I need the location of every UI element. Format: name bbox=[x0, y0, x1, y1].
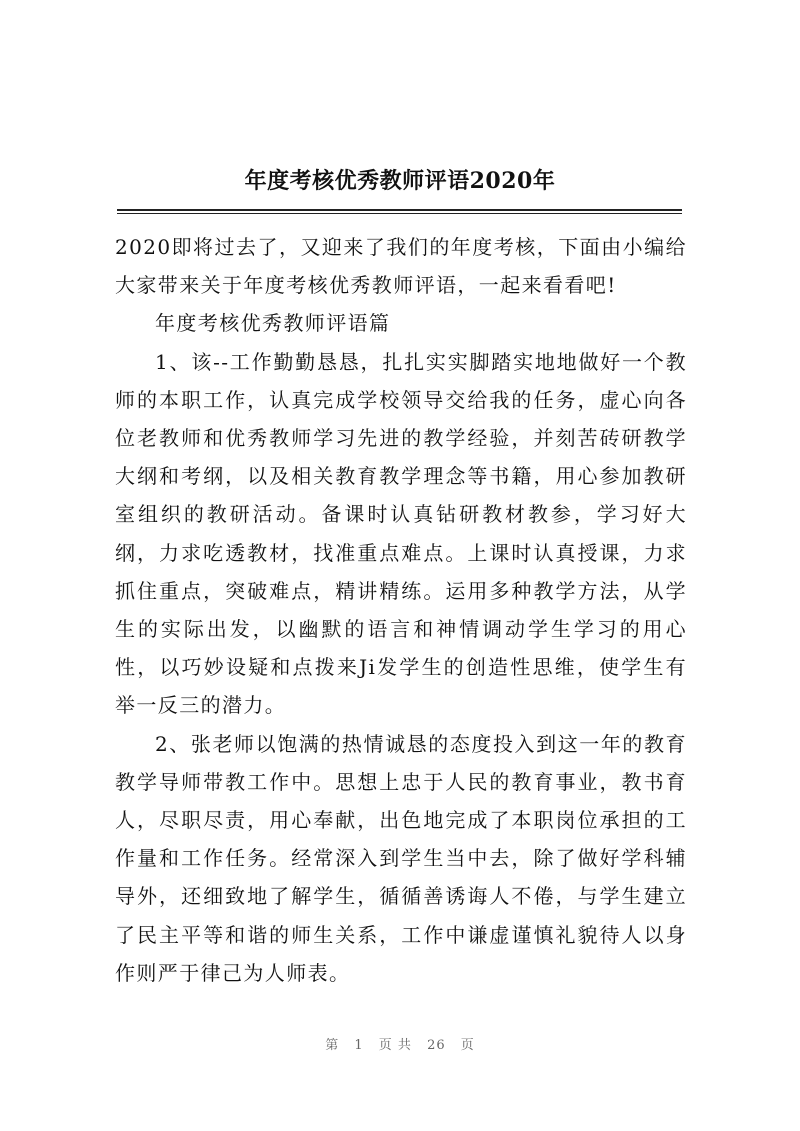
footer-label-of: 页 共 bbox=[378, 1038, 412, 1053]
title-rule-thin bbox=[117, 213, 682, 214]
footer-current-page: 1 bbox=[354, 1038, 364, 1053]
document-body bbox=[115, 228, 687, 992]
body-paragraph-1: 1、该--工作勤勤恳恳，扎扎实实脚踏实地地做好一个教师的本职工作，认真完成学校领导交给我的任务，虚心向各位老教师和优秀教师学习先进的教学经验，并刻苦砖研教学大纲和考纲，以及相关教育教学理念等书籍，用心参加教研室组织的教研活动。备课时认真钻研教材教参，学习好大纲，力求吃透教材，找准重点难点。上课时认真授课，力求抓住重点，突破难点，精讲精练。运用多种教学方法，从学生的实际出发，以幽默的语言和神情调动学生学习的用心性，以巧妙设疑和点拨来Ji发学生的创造性思维，使学生有举一反三的潜力。 bbox=[115, 349, 687, 718]
title-rule-thick bbox=[117, 209, 682, 211]
body-paragraph-2: 2、张老师以饱满的热情诚恳的态度投入到这一年的教育教学导师带教工作中。思想上忠于人民的教育事业，教书育人，尽职尽责，用心奉献，出色地完成了本职岗位承担的工作量和工作任务。经常深入到学生当中去，除了做好学科辅导外，还细致地了解学生，循循善诱诲人不倦，与学生建立了民主平等和谐的师生关系，工作中谦虚谨慎礼貌待人以身作则严于律己为人师表。 bbox=[115, 731, 687, 985]
section-heading: 年度考核优秀教师评语篇 bbox=[155, 311, 391, 336]
intro-paragraph: 2020即将过去了，又迎来了我们的年度考核，下面由小编给大家带来关于年度考核优秀教师评语，一起来看看吧! bbox=[115, 235, 687, 298]
document-title: 年度考核优秀教师评语2020年 bbox=[244, 168, 556, 194]
footer-label-pages: 页 bbox=[460, 1038, 475, 1053]
footer-label-page: 第 bbox=[325, 1038, 340, 1053]
footer-total-pages: 26 bbox=[427, 1038, 446, 1053]
page-footer bbox=[0, 1034, 800, 1053]
